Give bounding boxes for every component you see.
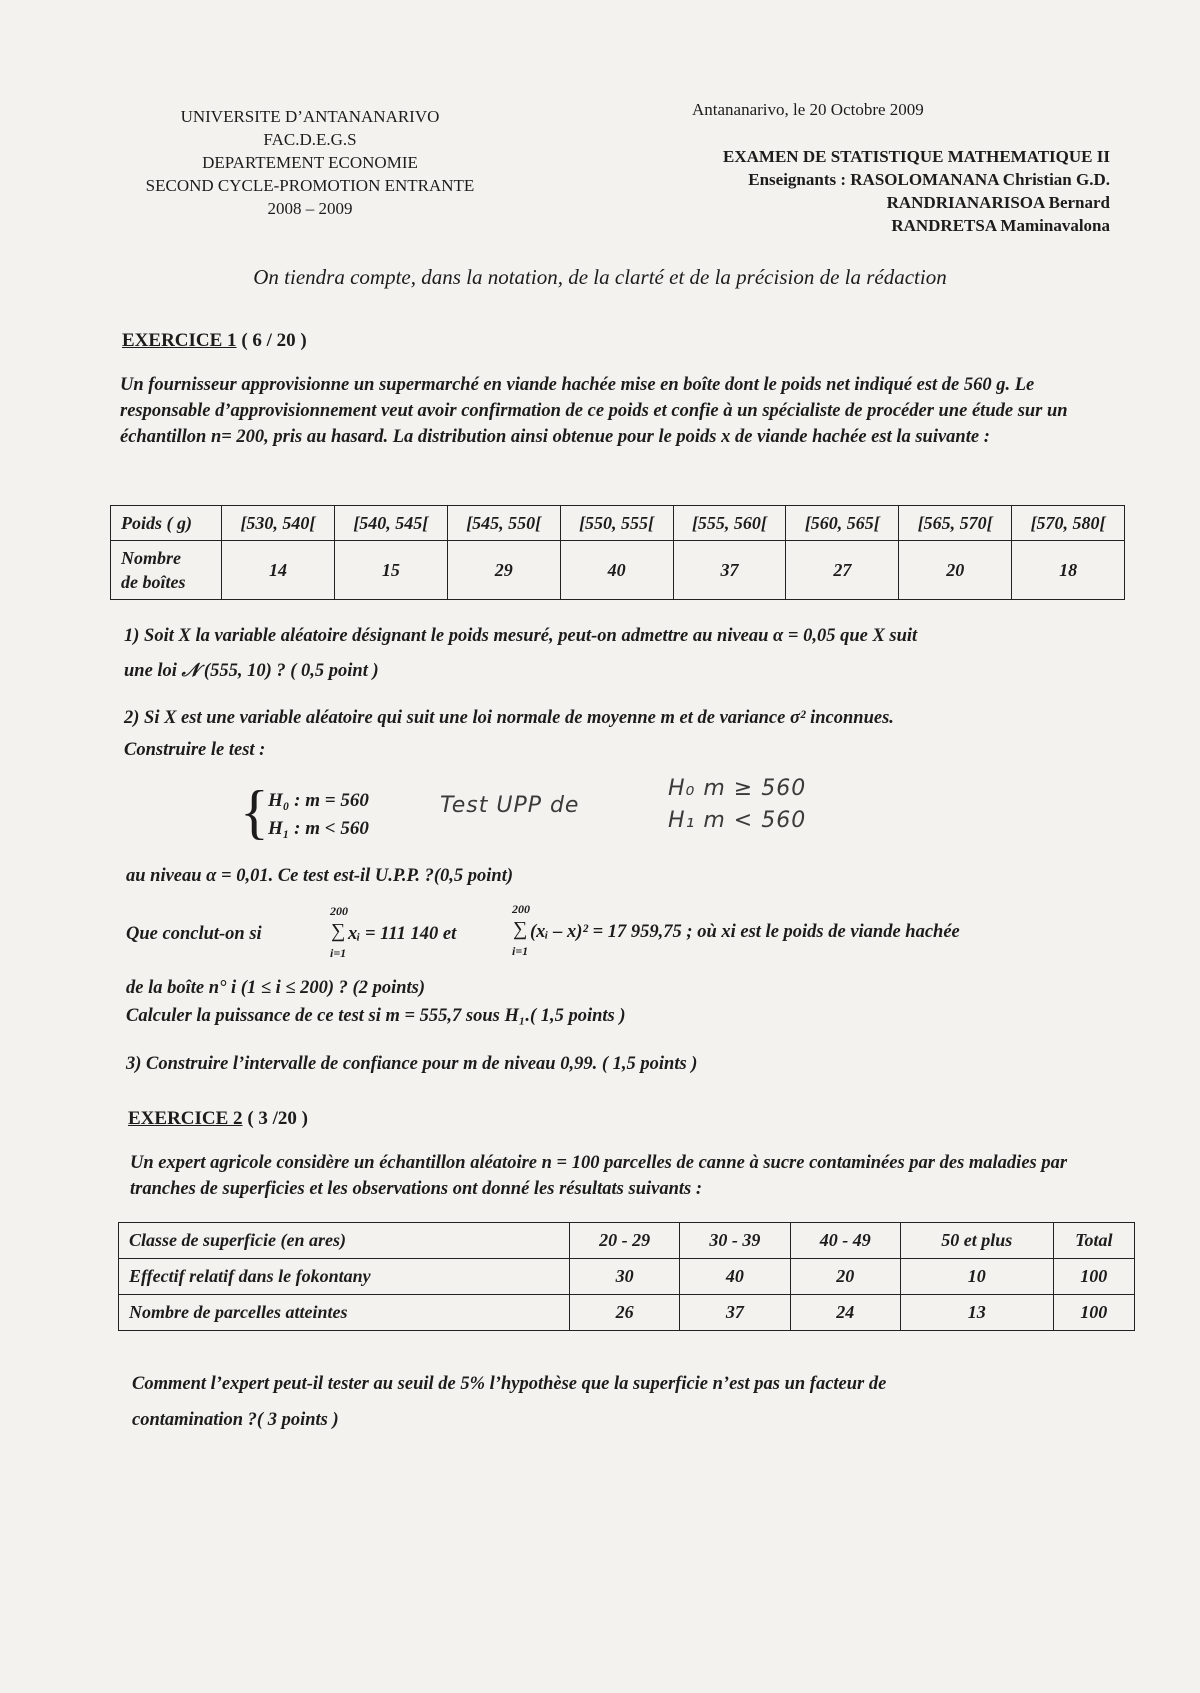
sum-expression-2: (xᵢ – x)² = 17 959,75 ; où xi est le poids de viande hachée [530,922,960,942]
sum-sign: ∑ [331,920,346,942]
table-header-cell: [570, 580[ [1012,506,1125,541]
question-2-line-2: Construire le test : [124,740,266,760]
table-cell: 40 [560,541,673,600]
handwritten-note: H₁ m < 560 [668,808,807,833]
department-name: DEPARTEMENT ECONOMIE [202,153,418,172]
university-name: UNIVERSITE D’ANTANANARIVO [180,107,440,126]
table-header-cell: Total [1053,1223,1134,1259]
question-2-line-1: 2) Si X est une variable aléatoire qui suit une loi normale de moyenne m et de variance σ² inconnues. [124,708,894,728]
question-2-level: au niveau α = 0,01. Ce test est-il U.P.P. ?(0,5 point) [126,866,514,886]
table-row [119,1259,1135,1295]
teacher-3: RANDRETSA Maminavalona [891,216,1110,235]
alternative-hypothesis: H₁ : m < 560 [268,818,369,839]
table-cell: 37 [673,541,786,600]
table-header-cell: [540, 545[ [334,506,447,541]
teachers-line: Enseignants : RASOLOMANANA Christian G.D. [748,170,1110,189]
cycle-name: SECOND CYCLE-PROMOTION ENTRANTE [145,176,475,195]
table-header-cell: Poids ( g) [111,506,222,541]
table-cell: 40 [680,1259,790,1295]
sum-expression-1: xᵢ = 111 140 et [348,924,457,944]
table-header-cell: [545, 550[ [447,506,560,541]
exam-date: Antananarivo, le 20 Octobre 2009 [692,100,924,119]
row-header-line: de boîtes [121,572,186,592]
question-2-conclude: Que conclut-on si [126,924,262,944]
table-cell: 27 [786,541,899,600]
handwritten-note: H₀ m ≥ 560 [668,776,807,801]
table-cell: 29 [447,541,560,600]
table-header-cell: Classe de superficie (en ares) [119,1223,570,1259]
exam-header [640,145,1110,237]
exercise-2-title [128,1108,308,1130]
table-row [111,541,1125,600]
table-cell: 100 [1053,1259,1134,1295]
hypothesis-brace: { [240,779,269,845]
academic-year: 2008 – 2009 [267,199,353,218]
question-1-line-2: une loi 𝒩 (555, 10) ? ( 0,5 point ) [124,661,379,681]
question-2-power: Calculer la puissance de ce test si m = 555,7 sous H₁.( 1,5 points ) [126,1006,626,1026]
table-row [119,1295,1135,1331]
table-cell: 24 [790,1295,900,1331]
table-header-cell: 40 - 49 [790,1223,900,1259]
row-header-line: Nombre [121,548,181,568]
null-hypothesis: H₀ : m = 560 [268,790,369,811]
exercise-1-intro: Un fournisseur approvisionne un supermarché en viande hachée mise en boîte dont le poids net indiqué est de 560 g. Le responsable d’approvisionnement veut avoir confirmation de ce poids et confie à un spécialiste de procéder une étude sur un échantillon n= 200, pris au hasard. La distribution ainsi obtenue pour le poids x de viande hachée est la suivante : [120,375,1068,447]
table-header-cell: 30 - 39 [680,1223,790,1259]
institution-header [100,105,520,220]
table-header-cell: 50 et plus [900,1223,1053,1259]
sum-sign: ∑ [513,918,528,940]
weight-distribution-table [110,505,1125,600]
question-1-line-1: 1) Soit X la variable aléatoire désignant le poids mesuré, peut-on admettre au niveau α = 0,05 que X suit [124,626,918,646]
exercise-2-intro: Un expert agricole considère un échantillon aléatoire n = 100 parcelles de canne à sucre contaminées par des maladies par tranches de superficies et les observations ont donné les résultats suivants : [130,1153,1068,1199]
table-header-cell: [565, 570[ [899,506,1012,541]
exercise-2-label: EXERCICE 2 [128,1108,243,1129]
table-header-cell: [550, 555[ [560,506,673,541]
teacher-2: RANDRIANARISOA Bernard [886,193,1110,212]
table-row [119,1223,1135,1259]
table-row-header: Nombre de parcelles atteintes [119,1295,570,1331]
exercise-1-label: EXERCICE 1 [122,330,237,351]
table-row-header: Effectif relatif dans le fokontany [119,1259,570,1295]
sum-upper-limit: 200 [330,904,348,918]
exercise-1-points: ( 6 / 20 ) [236,330,307,351]
question-2-box-index: de la boîte n° i (1 ≤ i ≤ 200) ? (2 points) [126,978,426,998]
table-cell: 100 [1053,1295,1134,1331]
table-cell: 18 [1012,541,1125,600]
exercise-2-question-line-1: Comment l’expert peut-il tester au seuil de 5% l’hypothèse que la superficie n’est pas un facteur de [132,1374,887,1394]
table-cell: 30 [570,1259,680,1295]
table-header-cell: [555, 560[ [673,506,786,541]
exercise-2-question-line-2: contamination ?( 3 points ) [132,1410,339,1430]
table-row [111,506,1125,541]
table-cell: 26 [570,1295,680,1331]
sum-lower-limit: i=1 [512,944,529,958]
exercise-1-title [122,330,307,352]
table-cell: 13 [900,1295,1053,1331]
table-row-header [111,541,222,600]
contamination-table [118,1222,1135,1331]
table-cell: 15 [334,541,447,600]
faculty-name: FAC.D.E.G.S [263,130,357,149]
exam-title: EXAMEN DE STATISTIQUE MATHEMATIQUE II [723,147,1110,166]
table-cell: 37 [680,1295,790,1331]
sum-lower-limit: i=1 [330,946,347,960]
question-3: 3) Construire l’intervalle de confiance pour m de niveau 0,99. ( 1,5 points ) [126,1054,698,1074]
table-header-cell: 20 - 29 [570,1223,680,1259]
table-cell: 10 [900,1259,1053,1295]
table-cell: 20 [899,541,1012,600]
grading-notice: On tiendra compte, dans la notation, de la clarté et de la précision de la rédaction [253,265,947,289]
sum-upper-limit: 200 [512,902,530,916]
table-cell: 20 [790,1259,900,1295]
table-header-cell: [560, 565[ [786,506,899,541]
exercise-2-points: ( 3 /20 ) [242,1108,308,1129]
table-header-cell: [530, 540[ [222,506,335,541]
handwritten-note: Test UPP de [440,793,580,818]
table-cell: 14 [222,541,335,600]
